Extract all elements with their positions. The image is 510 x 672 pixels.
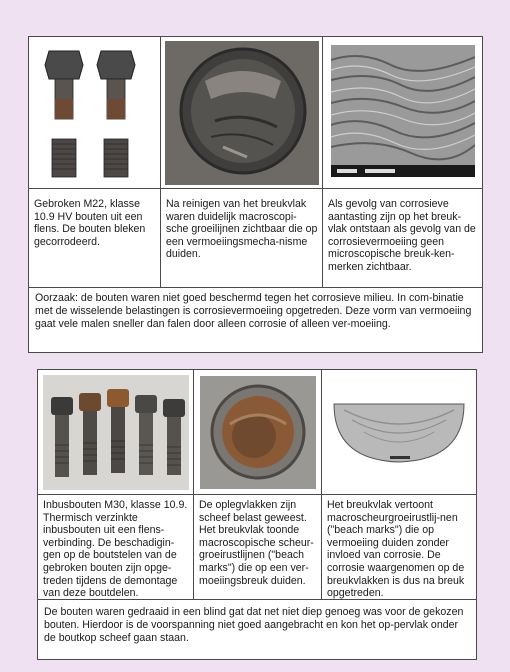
- case2-cause-text: De bouten waren gedraaid in een blind gat dat net niet diep genoeg was voor de gekozen bouten. Hierdoor is de voorspanning niet goed aangebracht en kon het op-pervlak onder de boutkop scheef gaan staan.: [44, 606, 464, 645]
- case1-caption-fracture: Na reinigen van het breukvlak waren duidelijk macroscopi-sche groeilijnen zichtbaar die op een vermoeiingsmecha-nisme duiden.: [161, 189, 323, 288]
- bolt-fracture-face-photo: [200, 376, 316, 489]
- case1-caption-sem: Als gevolg van corrosieve aantasting zijn op het breuk-vlak ontstaan als gevolg van de corrosievermoeiing geen microscopische breuk-ken-merken zichtbaar.: [323, 189, 482, 288]
- case2-panel: [37, 369, 477, 660]
- case1-photo-bolts-cell: [29, 37, 161, 189]
- case1-cause-text: Oorzaak: de bouten waren niet goed beschermd tegen het corrosieve milieu. In com-binatie met de wisselende belastingen is corrosievermoeiing opgetreden. Deze vorm van vermoeiing gaat vele malen sneller dan falen door alleen corrosie of alleen ver-moeiing.: [35, 292, 472, 331]
- case2-photo-fracture-cell: [194, 370, 322, 495]
- case2-caption-breakface: Het breukvlak vertoont macroscheurgroeirustlij-nen ("beach marks") die op vermoeiing duiden zonder invloed van corrosie. De corrosie waargenomen op de breukvlakken is dus na breuk opgetreden.: [322, 495, 476, 600]
- case2-caption-bolts: Inbusbouten M30, klasse 10.9. Thermisch verzinkte inbusbouten uit een flens-verbinding. De beschadigin-gen op de boutstelen van de gebroken bouten zijn opge-treden tijdens de demontage van deze boutdelen.: [38, 495, 194, 600]
- sem-micrograph-photo: [331, 45, 475, 177]
- case1-photo-fracture-cell: [161, 37, 323, 189]
- case1-photo-sem-cell: [323, 37, 482, 189]
- socket-bolts-photo: [43, 375, 189, 490]
- case2-photo-bolts-cell: [38, 370, 194, 495]
- case1-caption-bolts: Gebroken M22, klasse 10.9 HV bouten uit een flens. De bouten bleken gecorrodeerd.: [29, 189, 161, 288]
- broken-bolts-photo: [35, 43, 155, 183]
- fracture-surface-photo: [165, 41, 319, 185]
- beach-marks-photo: [330, 398, 468, 466]
- case2-photo-breakface-cell: [322, 370, 476, 495]
- case2-caption-fracture: De oplegvlakken zijn scheef belast geweest. Het breukvlak toonde macroscopische scheur-groeirustlijnen ("beach marks") die op een ver-moeiingsbreuk duiden.: [194, 495, 322, 600]
- case1-panel: [28, 36, 483, 353]
